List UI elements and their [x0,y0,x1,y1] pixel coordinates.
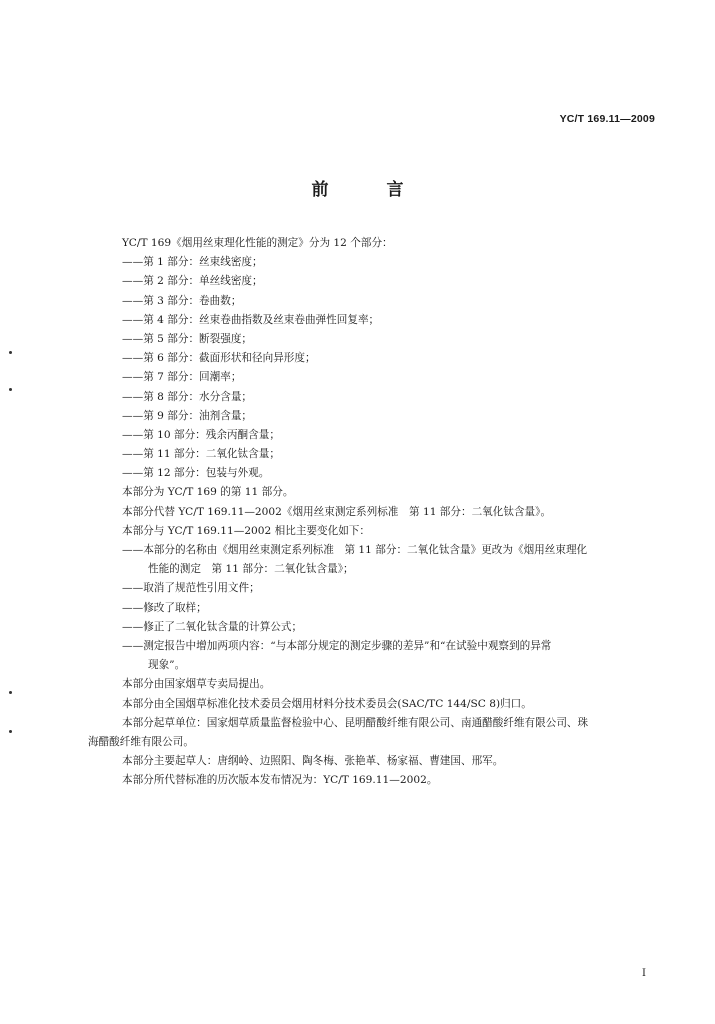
part-item: ——第 12 部分：包装与外观。 [122,467,270,480]
paragraph: 本部分由全国烟草标准化技术委员会烟用材料分技术委员会(SAC/TC 144/SC 8)归口。 [122,697,532,710]
paragraph: 本部分与 YC/T 169.11—2002 相比主要变化如下： [122,524,370,537]
page-number: I [642,968,646,979]
change-item: ——测定报告中增加两项内容：“与本部分规定的测定步骤的差异”和“在试验中观察到的异常 [122,639,552,652]
paragraph: 本部分所代替标准的历次版本发布情况为：YC/T 169.11—2002。 [122,774,438,787]
part-item: ——第 9 部分：油剂含量； [122,409,253,422]
standard-code: YC/T 169.11—2009 [559,113,655,125]
paragraph: 本部分主要起草人：唐纲岭、边照阳、陶冬梅、张艳革、杨家福、曹建国、邢军。 [122,755,504,768]
scan-speck [9,730,12,733]
paragraph: 本部分代替 YC/T 169.11—2002《烟用丝束测定系列标准 第 11 部分：二氧化钛含量》。 [122,505,552,518]
part-item: ——第 2 部分：单丝线密度； [122,275,263,288]
change-item-continuation: 性能的测定 第 11 部分：二氧化钛含量》； [148,563,354,576]
change-item: ——修改了取样； [122,601,207,614]
part-item: ——第 8 部分：水分含量； [122,390,253,403]
paragraph: 本部分起草单位：国家烟草质量监督检验中心、昆明醋酸纤维有限公司、南通醋酸纤维有限公司、珠 [122,716,589,729]
scan-speck [9,691,12,694]
paragraph: 本部分为 YC/T 169 的第 11 部分。 [122,486,294,499]
paragraph-continuation: 海醋酸纤维有限公司。 [88,735,194,748]
part-item: ——第 10 部分：残余丙酮含量； [122,428,280,441]
page-title: 前 言 [311,180,430,200]
part-item: ——第 11 部分：二氧化钛含量； [122,448,280,461]
part-item: ——第 7 部分：回潮率； [122,371,242,384]
part-item: ——第 6 部分：截面形状和径向异形度； [122,352,316,365]
change-item: ——本部分的名称由《烟用丝束测定系列标准 第 11 部分：二氧化钛含量》更改为《烟用丝束理化 [122,544,588,556]
change-item: ——修正了二氧化钛含量的计算公式； [122,620,303,633]
part-item: ——第 5 部分：断裂强度； [122,332,253,345]
scan-speck [9,351,12,354]
change-item-continuation: 现象”。 [148,659,186,672]
part-item: ——第 4 部分：丝束卷曲指数及丝束卷曲弹性回复率； [122,313,380,326]
part-item: ——第 1 部分：丝束线密度； [122,256,263,269]
foreword-body [88,234,661,790]
scan-speck [9,388,12,391]
change-item: ——取消了规范性引用文件； [122,582,260,595]
part-item: ——第 3 部分：卷曲数； [122,294,242,307]
paragraph: 本部分由国家烟草专卖局提出。 [122,678,271,691]
intro-line: YC/T 169《烟用丝束理化性能的测定》分为 12 个部分： [122,237,393,249]
